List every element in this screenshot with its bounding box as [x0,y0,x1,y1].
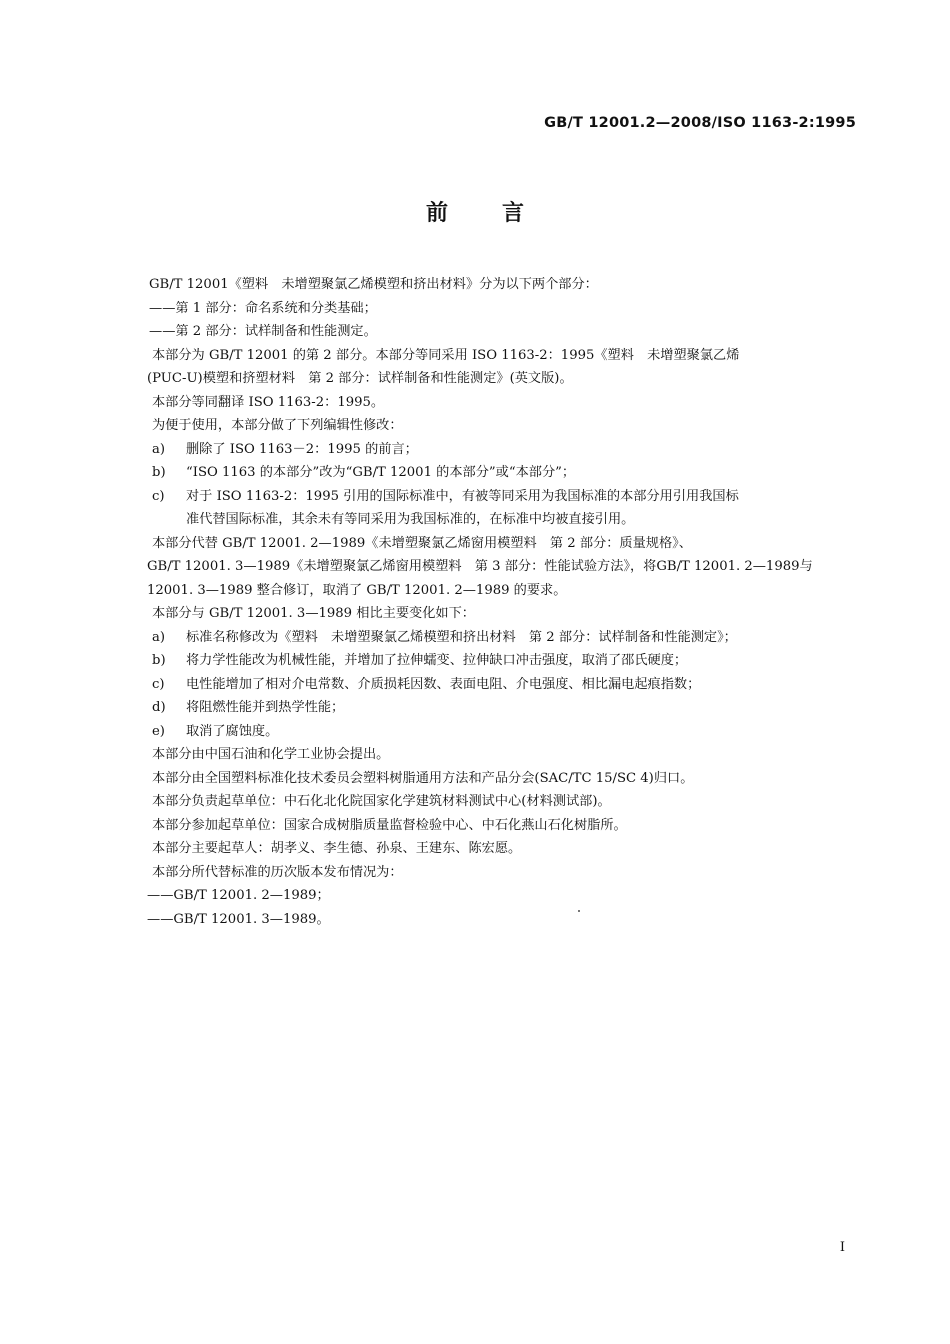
scan-speck [578,910,580,912]
edit-item-c-continued [152,508,858,532]
paragraph-adoption-line-2: (PUC-U)模塑和挤塑材料 第 2 部分：试样制备和性能测定》(英文版)。 [147,371,573,386]
change-item-mark: b) [152,653,166,668]
standard-number-header: GB/T 12001.2—2008/ISO 1163-2:1995 [544,115,856,131]
edit-item-text-continued: 准代替国际标准，其余未有等同采用为我国标准的，在标准中均被直接引用。 [186,512,635,527]
page-title [0,196,950,227]
edit-item-mark: c) [152,488,165,504]
change-item-e [152,720,858,744]
title-char-1: 前 [425,201,448,226]
change-item-text: 取消了腐蚀度。 [186,723,279,739]
edit-item-text: “ISO 1163 的本部分”改为“GB/T 12001 的本部分”或“本部分”； [186,465,576,480]
change-item-mark: c) [152,676,165,692]
part-list-item-2: ——第 2 部分：试样制备和性能测定。 [149,324,377,339]
change-item-text: 将力学性能改为机械性能，并增加了拉伸蠕变、拉伸缺口冲击强度，取消了邵氏硬度； [186,653,688,668]
change-item-text: 电性能增加了相对介电常数、介质损耗因数、表面电阻、介电强度、相比漏电起痕指数； [186,676,701,692]
edit-item-text: 对于 ISO 1163-2：1995 引用的国际标准中，有被等同采用为我国标准的本部分用引用我国标 [186,488,739,504]
paragraph-adoption-line-1: 本部分为 GB/T 12001 的第 2 部分。本部分等同采用 ISO 1163-2：1995《塑料 未增塑聚氯乙烯 [152,347,740,363]
change-item-c [152,673,858,697]
paragraph-committee: 本部分由全国塑料标准化技术委员会塑料树脂通用方法和产品分会(SAC/TC 15/SC 4)归口。 [152,770,694,786]
edit-item-b [152,461,858,485]
paragraph-intro: GB/T 12001《塑料 未增塑聚氯乙烯模塑和挤出材料》分为以下两个部分： [149,277,598,292]
change-item-b [152,649,858,673]
title-char-2: 言 [502,201,525,226]
edit-item-mark: a) [152,441,166,457]
edit-item-a [152,438,858,462]
paragraph-lead-drafter: 本部分负责起草单位：中石化北化院国家化学建筑材料测试中心(材料测试部)。 [152,794,611,809]
change-item-a [152,626,858,650]
foreword-body [147,273,858,931]
edit-item-mark: b) [152,465,166,480]
paragraph-translation: 本部分等同翻译 ISO 1163-2：1995。 [152,394,385,410]
edit-item-c [152,485,858,509]
change-item-mark: e) [152,723,165,739]
part-list-item-1: ——第 1 部分：命名系统和分类基础； [149,300,377,316]
edit-item-text: 删除了 ISO 1163－2：1995 的前言； [186,441,418,457]
change-item-mark: d) [152,700,166,715]
paragraph-history-intro: 本部分所代替标准的历次版本发布情况为： [152,864,403,880]
change-item-mark: a) [152,629,166,645]
page-number: I [839,1240,845,1255]
history-item-1: ——GB/T 12001. 2—1989； [147,888,330,903]
paragraph-replaces-line-3: 12001. 3—1989 整合修订，取消了 GB/T 12001. 2—1989 的要求。 [147,582,567,598]
paragraph-edits-intro: 为便于使用，本部分做了下列编辑性修改： [152,418,403,433]
change-item-text: 标准名称修改为《塑料 未增塑聚氯乙烯模塑和挤出材料 第 2 部分：试样制备和性能测定》； [186,629,737,645]
change-item-d [152,696,858,720]
paragraph-changes-intro: 本部分与 GB/T 12001. 3—1989 相比主要变化如下： [152,606,475,621]
paragraph-replaces-line-2: GB/T 12001. 3—1989《未增塑聚氯乙烯窗用模塑料 第 3 部分：性能试验方法》，将GB/T 12001. 2—1989与 [147,559,813,574]
paragraph-main-drafters: 本部分主要起草人：胡孝义、李生德、孙泉、王建东、陈宏愿。 [152,841,522,856]
paragraph-replaces-line-1: 本部分代替 GB/T 12001. 2—1989《未增塑聚氯乙烯窗用模塑料 第 2 部分：质量规格》、 [152,535,692,551]
paragraph-proposer: 本部分由中国石油和化学工业协会提出。 [152,747,390,762]
paragraph-participating-drafters: 本部分参加起草单位：国家合成树脂质量监督检验中心、中石化燕山石化树脂所。 [152,817,627,833]
change-item-text: 将阻燃性能并到热学性能； [186,700,345,715]
history-item-2: ——GB/T 12001. 3—1989。 [147,911,330,927]
